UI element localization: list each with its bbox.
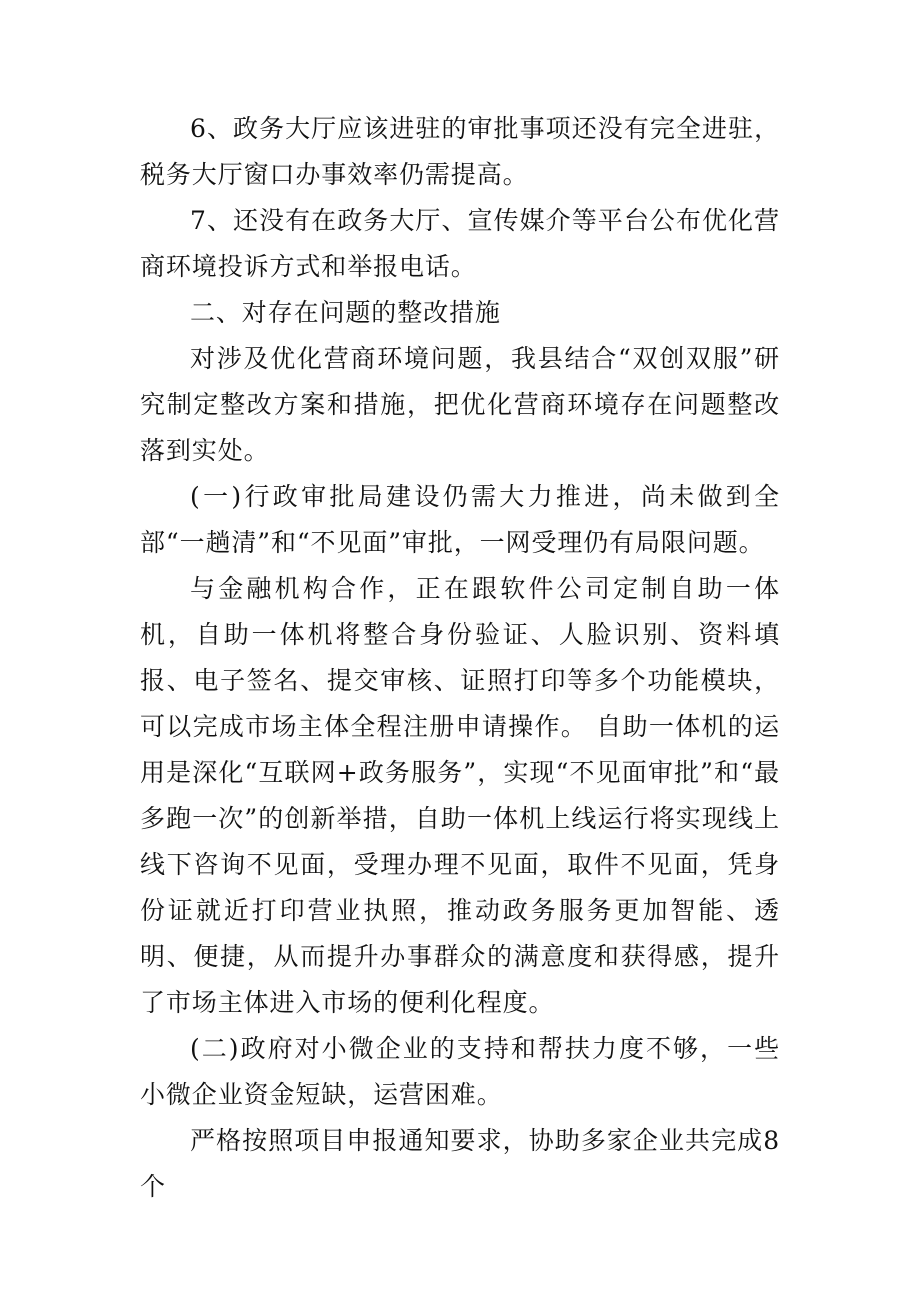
section-heading-rectification: 二、对存在问题的整改措施 <box>190 298 501 327</box>
paragraph-intro: 对涉及优化营商环境问题，我县结合“双创双服”研究制定整改方案和措施，把优化营商环境存在问题整改落到实处。 <box>140 344 780 465</box>
paragraph-item-7: 7、还没有在政务大厅、宣传媒介等平台公布优化营商环境投诉方式和举报电话。 <box>140 206 780 281</box>
paragraph-item-6: 6、政务大厅应该进驻的审批事项还没有完全进驻，税务大厅窗口办事效率仍需提高。 <box>140 114 780 189</box>
subheading-one: (一)行政审批局建设仍需大力推进，尚未做到全部“一趟清”和“不见面”审批，一网受理仍有局限问题。 <box>140 482 780 557</box>
document-body <box>140 106 780 1210</box>
paragraph-self-service-machine: 与金融机构合作，正在跟软件公司定制自助一体机，自助一体机将整合身份验证、人脸识别、资料填报、电子签名、提交审核、证照打印等多个功能模块，可以完成市场主体全程注册申请操作。 自助一体机的运用是深化“互联网+政务服务”，实现“不见面审批”和“最多跑一次”的创新举措，自助一体机上线运行将实现线上线下咨询不见面，受理办理不见面，取件不见面，凭身份证就近打印营业执照，推动政务服务更加智能、透明、便捷，从而提升办事群众的满意度和获得感，提升了市场主体进入市场的便利化程度。 <box>140 574 780 1017</box>
subheading-two: (二)政府对小微企业的支持和帮扶力度不够，一些小微企业资金短缺，运营困难。 <box>140 1034 780 1109</box>
paragraph-project-application: 严格按照项目申报通知要求，协助多家企业共完成8个 <box>140 1126 780 1201</box>
